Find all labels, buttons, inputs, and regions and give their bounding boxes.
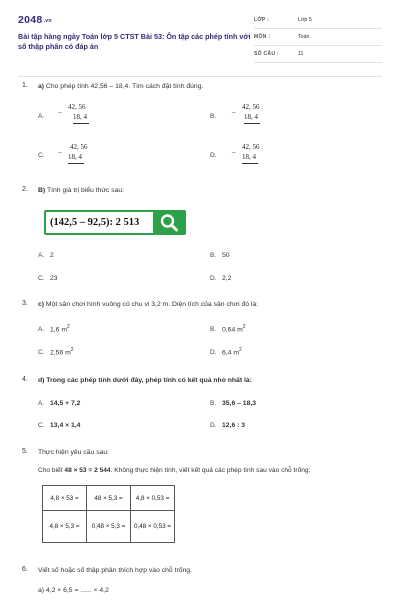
table-cell[interactable]: 0,48 × 0,53 = bbox=[131, 511, 175, 543]
setup-bottom: 18, 4 bbox=[242, 153, 258, 164]
question-text bbox=[38, 300, 378, 310]
option-value: 14,5 + 7,2 bbox=[50, 400, 81, 407]
question-1 bbox=[22, 82, 380, 172]
setup-top: 42, 56 bbox=[242, 143, 260, 151]
question-4 bbox=[22, 376, 380, 436]
option-letter: B. bbox=[210, 113, 217, 120]
setup-top: 42, 56 bbox=[70, 143, 88, 151]
option-letter: C. bbox=[38, 152, 45, 159]
table-cell[interactable]: 4,8 × 53 = bbox=[43, 486, 87, 511]
logo-text: 2048 bbox=[18, 14, 43, 26]
option-superscript: 2 bbox=[239, 347, 242, 353]
option-value: 12,6 : 3 bbox=[222, 422, 246, 429]
question-prefix: a) bbox=[38, 83, 45, 90]
setup-bottom: 18, 4 bbox=[244, 113, 260, 124]
question-3 bbox=[22, 300, 380, 362]
meta-panel bbox=[254, 16, 382, 67]
option-b[interactable] bbox=[210, 113, 222, 120]
option-b[interactable] bbox=[210, 400, 256, 407]
option-value: 13,4 × 1,4 bbox=[50, 422, 81, 429]
option-value: 6,4 m bbox=[222, 349, 239, 357]
meta-value: 11 bbox=[298, 51, 304, 57]
option-d[interactable] bbox=[210, 422, 245, 429]
question-body: Tính giá trị biểu thức sau: bbox=[45, 187, 125, 194]
option-letter: A. bbox=[38, 252, 45, 259]
option-c[interactable] bbox=[38, 275, 58, 282]
question-given bbox=[38, 466, 388, 476]
option-d[interactable] bbox=[210, 275, 231, 282]
question-body: Một sân chơi hình vuông có chu vi 3,2 m. Diện tích của sân chơi đó là: bbox=[44, 301, 259, 308]
question-number: 4. bbox=[22, 376, 28, 383]
given-prefix: Cho biết bbox=[38, 467, 65, 474]
meta-label: SỐ CÂU : bbox=[254, 51, 279, 57]
meta-label: LỚP : bbox=[254, 17, 270, 23]
option-value: 23 bbox=[50, 275, 58, 282]
meta-label: MÔN : bbox=[254, 34, 271, 40]
setup-bottom: 18, 4 bbox=[68, 153, 84, 164]
table-row bbox=[43, 511, 175, 543]
question-text: Thực hiện yêu cầu sau: bbox=[38, 449, 110, 456]
given-suffix: . Không thực hiện tính, viết kết quả các phép tính sau vào chỗ trống: bbox=[110, 467, 311, 474]
option-value: 2,56 m bbox=[50, 349, 71, 357]
setup-top: 42, 56 bbox=[68, 103, 86, 111]
option-letter: B. bbox=[210, 252, 217, 259]
meta-row-class bbox=[254, 16, 382, 29]
option-c[interactable] bbox=[38, 347, 74, 356]
given-bold: 48 × 53 = 2 544 bbox=[64, 467, 111, 474]
option-a[interactable] bbox=[38, 113, 50, 120]
header-divider bbox=[18, 76, 382, 77]
question-number: 3. bbox=[22, 300, 28, 307]
question-5 bbox=[22, 448, 380, 484]
table-cell[interactable]: 48 × 5,3 = bbox=[87, 486, 131, 511]
expression-text: (142,5 – 92,5): 2 513 bbox=[50, 217, 140, 228]
site-logo[interactable] bbox=[18, 14, 52, 26]
option-value: 1,6 m bbox=[50, 326, 67, 334]
question-prefix: c) bbox=[38, 301, 45, 308]
question-text bbox=[38, 186, 378, 196]
question-number: 1. bbox=[22, 82, 28, 89]
option-letter: A. bbox=[38, 400, 45, 407]
expression-search-box[interactable] bbox=[44, 210, 186, 235]
option-letter: C. bbox=[38, 422, 45, 429]
page-title: Bài tập hàng ngày Toán lớp 5 CTST Bài 53: Ôn tập các phép tính với số thập phân có đáp án bbox=[18, 32, 251, 51]
question-sub: a) 4,2 × 6,5 = ...... × 4,2 bbox=[38, 587, 109, 594]
option-a[interactable] bbox=[38, 324, 70, 333]
page-header bbox=[18, 14, 382, 64]
option-d[interactable] bbox=[210, 347, 242, 356]
option-c[interactable] bbox=[38, 422, 80, 429]
question-2 bbox=[22, 186, 380, 286]
option-value: 50 bbox=[222, 252, 230, 259]
option-letter: D. bbox=[210, 275, 217, 282]
setup-top: 42, 56 bbox=[242, 103, 260, 111]
option-d[interactable] bbox=[210, 152, 222, 159]
table-cell[interactable]: 4,8 × 0,53 = bbox=[131, 486, 175, 511]
table-cell[interactable]: 4,8 × 5,3 = bbox=[43, 511, 87, 543]
option-letter: D. bbox=[210, 422, 217, 429]
minus-sign: – bbox=[232, 148, 236, 156]
meta-row-subject bbox=[254, 33, 382, 46]
option-letter: D. bbox=[210, 152, 217, 159]
search-icon bbox=[153, 210, 186, 235]
option-letter: C. bbox=[38, 349, 45, 357]
option-superscript: 2 bbox=[67, 324, 70, 330]
option-letter: B. bbox=[210, 400, 217, 407]
table-row bbox=[43, 486, 175, 511]
question-text: Viết số hoặc số thập phân thích hợp vào chỗ trống. bbox=[38, 567, 192, 574]
option-superscript: 2 bbox=[242, 324, 246, 330]
setup-bottom: 18, 4 bbox=[73, 113, 89, 124]
option-b[interactable] bbox=[210, 324, 246, 333]
option-letter: B. bbox=[210, 326, 217, 334]
option-value: 35,6 – 18,3 bbox=[222, 400, 257, 407]
meta-value: Toán bbox=[298, 34, 310, 40]
minus-sign: – bbox=[58, 108, 62, 116]
option-superscript: 2 bbox=[70, 347, 74, 353]
option-value: 2,2 bbox=[222, 275, 232, 282]
question-number: 5. bbox=[22, 448, 28, 455]
question-number: 6. bbox=[22, 566, 28, 573]
meta-value: Lớp 5 bbox=[298, 17, 312, 23]
answer-table bbox=[42, 485, 175, 543]
logo-tld: .vn bbox=[43, 18, 52, 24]
option-a[interactable] bbox=[38, 400, 80, 407]
option-c[interactable] bbox=[38, 152, 50, 159]
option-letter: A. bbox=[38, 326, 45, 334]
option-letter: A. bbox=[38, 113, 45, 120]
question-prefix: B) bbox=[38, 187, 46, 194]
option-letter: C. bbox=[38, 275, 45, 282]
option-value: 2 bbox=[50, 252, 54, 259]
question-text: d) Trong các phép tính dưới đây, phép tính có kết quả nhỏ nhất là: bbox=[38, 377, 252, 384]
table-cell[interactable]: 0,48 × 5,3 = bbox=[87, 511, 131, 543]
search-button[interactable] bbox=[153, 210, 186, 235]
option-b[interactable] bbox=[210, 252, 230, 259]
minus-sign: – bbox=[58, 148, 62, 156]
option-value: 0,64 m bbox=[222, 326, 243, 334]
meta-row-count bbox=[254, 50, 382, 63]
question-number: 2. bbox=[22, 186, 28, 193]
question-body: Cho phép tính 42,56 – 18,4. Tìm cách đặt tính đúng. bbox=[44, 83, 204, 90]
option-a[interactable] bbox=[38, 252, 54, 259]
question-text bbox=[38, 82, 378, 92]
option-letter: D. bbox=[210, 349, 217, 357]
minus-sign: – bbox=[232, 108, 236, 116]
question-6 bbox=[22, 566, 380, 598]
